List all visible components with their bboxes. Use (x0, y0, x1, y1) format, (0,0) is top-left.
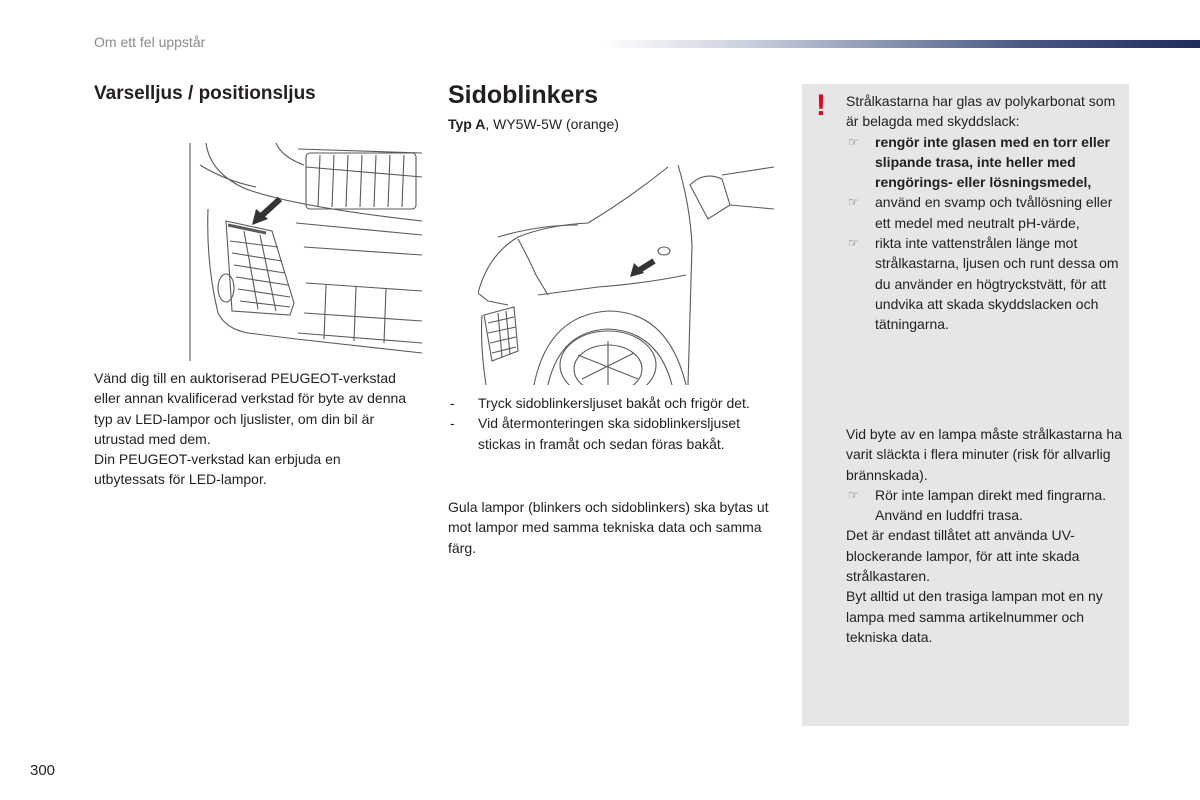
warning-para-3: Det är endast tillåtet att använda UV-blockerande lampor, för att inte skada strålkastaren. (846, 527, 1080, 585)
section-heading-side-indicator: Sidoblinkers (448, 81, 599, 109)
side-indicator-illustration (478, 165, 774, 385)
warning-bullet-4-text: Rör inte lampan direkt med fingrarna. Använd en luddfri trasa. (875, 486, 1107, 524)
warning-intro: Strålkastarna har glas av polykarbonat som är belagda med skyddslack: (846, 93, 1116, 130)
warning-para-4: Byt alltid ut den trasiga lampan mot en ny lampa med samma artikelnummer och tekniska data. (846, 588, 1103, 645)
pointing-hand-icon: ☞ (848, 134, 859, 149)
step-2 (448, 413, 778, 454)
pointing-hand-icon: ☞ (848, 195, 859, 210)
step-marker: - (450, 395, 455, 411)
drl-paragraph-1: Vänd dig till en auktoriserad PEUGEOT-verkstad eller annan kvalificerad verkstad för byte av denna typ av LED-lampor och ljuslister, om din bil är utrustad med dem. (94, 370, 407, 447)
step-1-text: Tryck sidoblinkersljuset bakåt och frigör det. (478, 395, 750, 411)
yellow-lamp-note: Gula lampor (blinkers och sidoblinkers) ska bytas ut mot lampor med samma tekniska data och samma färg. (448, 499, 769, 556)
step-2-text: Vid återmonteringen ska sidoblinkersljuset stickas in framåt och sedan föras bakåt. (478, 415, 740, 452)
lamp-type-label: Typ A (448, 116, 486, 132)
warning-bullet-1-text: rengör inte glasen med en torr eller slipande trasa, inte heller med rengörings- eller lösningsmedel, (875, 133, 1110, 191)
lamp-type-value: , WY5W-5W (orange) (485, 116, 619, 132)
warning-bullet-3 (846, 233, 1122, 334)
warning-bullet-1 (846, 132, 1122, 193)
warning-para-2: Vid byte av en lampa måste strålkastarna ha varit släckta i flera minuter (risk för allvarlig brännskada). (846, 426, 1123, 483)
step-marker: - (450, 415, 455, 432)
section-heading-drl: Varselljus / positionsljus (94, 83, 316, 104)
pointing-hand-icon: ☞ (848, 487, 859, 502)
page-number: 300 (30, 762, 56, 779)
pointing-hand-icon: ☞ (848, 236, 859, 251)
front-bumper-drl-illustration (186, 143, 422, 361)
warning-text-polycarbonate (846, 91, 1122, 335)
drl-paragraph-2: Din PEUGEOT-verkstad kan erbjuda en utbytessats för LED-lampor. (94, 451, 341, 488)
drl-text (94, 368, 414, 490)
header-gradient-bar (600, 40, 1200, 48)
warning-icon: ! (816, 89, 826, 122)
lamp-type-line (448, 114, 619, 134)
warning-bullet-2-text: använd en svamp och tvållösning eller ett medel med neutralt pH-värde, (875, 194, 1113, 231)
warning-bullet-4 (846, 485, 1122, 526)
step-1 (448, 393, 778, 413)
replacement-steps (448, 393, 778, 454)
warning-text-lamp-change (846, 424, 1122, 647)
warning-bullet-2 (846, 192, 1122, 233)
running-header: Om ett fel uppstår (94, 34, 206, 50)
warning-bullet-3-text: rikta inte vattenstrålen länge mot strålkastarna, ljusen och runt dessa om du använder en högtryckstvätt, för att undvika att skada skyddslacken och tätningarna. (875, 235, 1119, 333)
